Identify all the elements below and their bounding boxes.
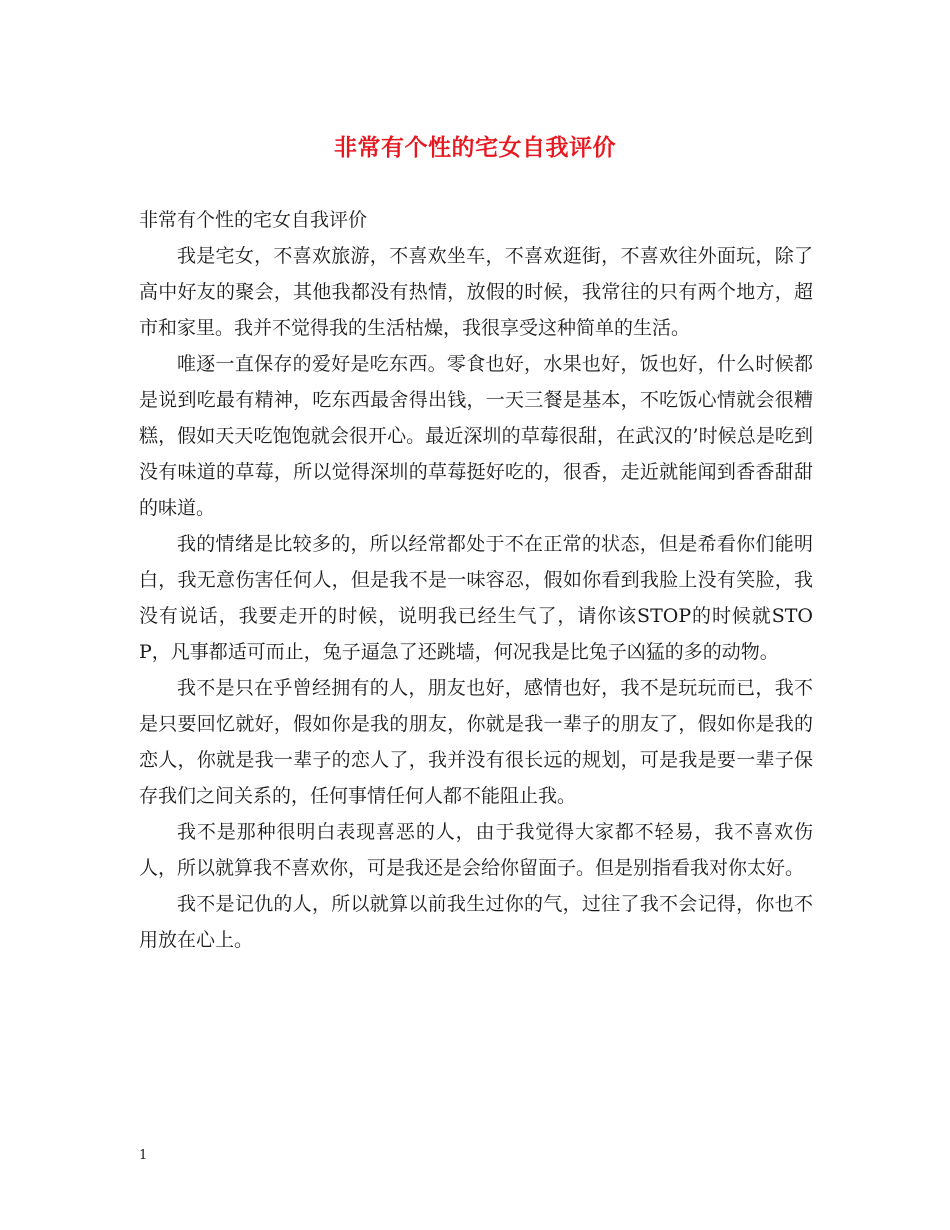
paragraph-1: 我是宅女，不喜欢旅游，不喜欢坐车，不喜欢逛街，不喜欢往外面玩，除了高中好友的聚会，其他我都没有热情，放假的时候，我常往的只有两个地方，超市和家里。我并不觉得我的生活枯燥，我很享受这种简单的生活。: [139, 245, 813, 339]
paragraph-5: 我不是那种很明白表现喜恶的人，由于我觉得大家都不轻易，我不喜欢伤人，所以就算我不喜欢你，可是我还是会给你留面子。但是别指看我对你太好。: [139, 821, 813, 879]
document-body: [139, 202, 813, 958]
page-number: 1: [139, 1148, 148, 1163]
paragraph-2: 唯逐一直保存的爱好是吃东西。零食也好，水果也好，饭也好，什么时候都是说到吃最有精神，吃东西最舍得出钱，一天三餐是基本，不吃饭心情就会很糟糕，假如天天吃饱饱就会很开心。最近深圳的草莓很甜，在武汉的’时候总是吃到没有味道的草莓，所以觉得深圳的草莓挺好吃的，很香，走近就能闻到香香甜甜的味道。: [139, 353, 813, 519]
paragraph-3: 我的情绪是比较多的，所以经常都处于不在正常的状态，但是希看你们能明白，我无意伤害任何人，但是我不是一味容忍，假如你看到我脸上没有笑脸，我没有说话，我要走开的时候，说明我已经生气了，请你该STOP的时候就STOP，凡事都适可而止，兔子逼急了还跳墙，何况我是比兔子凶猛的多的动物。: [139, 533, 813, 663]
document-subtitle: 非常有个性的宅女自我评价: [139, 209, 368, 231]
document-title: 非常有个性的宅女自我评价: [334, 134, 616, 161]
paragraph-4: 我不是只在乎曾经拥有的人，朋友也好，感情也好，我不是玩玩而已，我不是只要回忆就好，假如你是我的朋友，你就是我一辈子的朋友了，假如你是我的恋人，你就是我一辈子的恋人了，我并没有很长远的规划，可是我是要一辈子保存我们之间关系的，任何事情任何人都不能阻止我。: [139, 677, 813, 807]
paragraph-6: 我不是记仇的人，所以就算以前我生过你的气，过往了我不会记得，你也不用放在心上。: [139, 893, 813, 951]
